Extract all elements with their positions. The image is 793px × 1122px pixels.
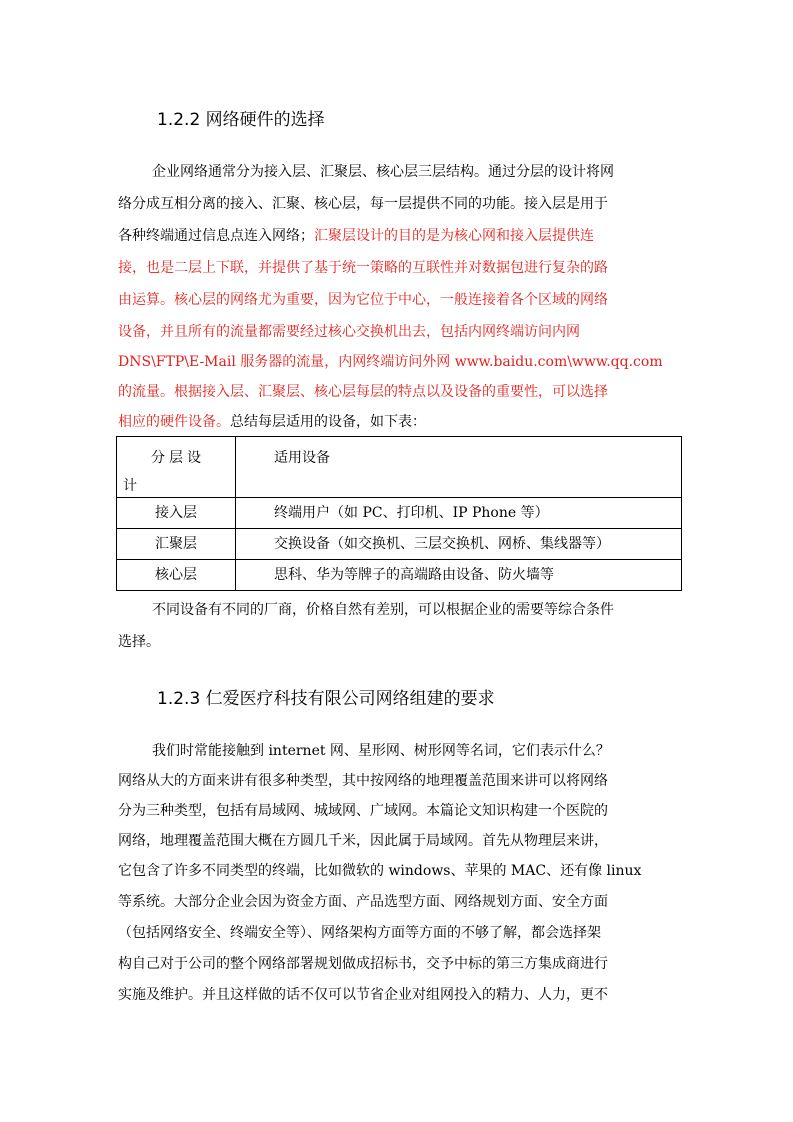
paragraph-text: 各种终端通过信息点连入网络；: [118, 228, 314, 244]
paragraph-line: 网络从大的方面来讲有很多种类型，其中按网络的地理覆盖范围来讲可以将网络: [118, 773, 608, 789]
paragraph-line: 实施及维护。并且这样做的话不仅可以节省企业对组网投入的精力、人力，更不: [118, 987, 608, 1003]
table-header-cell: [117, 437, 236, 498]
paragraph-line-mixed: [118, 412, 678, 432]
layer-cell: 接入层: [117, 498, 236, 529]
layer-cell: 汇聚层: [117, 529, 236, 560]
paragraph-line: 它包含了许多不同类型的终端，比如微软的 windows、苹果的 MAC、还有像 linux: [118, 863, 642, 879]
layer-cell: 核心层: [117, 560, 236, 591]
header-devices-label: 适用设备: [236, 437, 682, 498]
section-heading-1-2-2: 1.2.2 网络硬件的选择: [157, 110, 325, 130]
paragraph-line: 不同设备有不同的厂商，价格自然有差别，可以根据企业的需要等综合条件: [152, 602, 614, 618]
devices-cell: 思科、华为等牌子的高端路由设备、防火墙等: [236, 560, 682, 591]
paragraph-line: 等系统。大部分企业会因为资金方面、产品选型方面、网络规划方面、安全方面: [118, 894, 608, 910]
highlighted-line: 的流量。根据接入层、汇聚层、核心层每层的特点以及设备的重要性，可以选择: [118, 384, 608, 400]
paragraph-line: 选择。: [118, 634, 160, 650]
table-row: [117, 560, 682, 591]
header-layer-label: 分层设: [151, 450, 205, 466]
highlighted-text: 相应的硬件设备。: [118, 414, 230, 430]
paragraph-text: 总结每层适用的设备，如下表：: [230, 414, 426, 430]
highlighted-line: 接，也是二层上下联，并提供了基于统一策略的互联性并对数据包进行复杂的路: [118, 260, 608, 276]
table-header-row: [117, 437, 682, 498]
section-heading-1-2-3: 1.2.3 仁爱医疗科技有限公司网络组建的要求: [157, 689, 495, 709]
paragraph-line-mixed: [118, 226, 678, 246]
paragraph-line: 网络，地理覆盖范围大概在方圆几千米，因此属于局域网。首先从物理层来讲，: [118, 833, 608, 849]
paragraph-line: 企业网络通常分为接入层、汇聚层、核心层三层结构。通过分层的设计将网: [152, 164, 614, 180]
paragraph-line: 分为三种类型，包括有局域网、城域网、广域网。本篇论文知识构建一个医院的: [118, 803, 608, 819]
highlighted-text: 汇聚层设计的目的是为核心网和接入层提供连: [314, 228, 594, 244]
paragraph-line: 我们时常能接触到 internet 网、星形网、树形网等名词，它们表示什么？: [152, 743, 610, 759]
header-layer-label-wrap: 计: [123, 478, 137, 494]
layer-device-table: [116, 436, 682, 591]
table-row: [117, 529, 682, 560]
highlighted-line: 由运算。核心层的网络尤为重要，因为它位于中心，一般连接着各个区域的网络: [118, 292, 608, 308]
table-row: [117, 498, 682, 529]
paragraph-line: 络分成互相分离的接入、汇聚、核心层，每一层提供不同的功能。接入层是用于: [118, 196, 608, 212]
highlighted-line: 设备，并且所有的流量都需要经过核心交换机出去，包括内网终端访问内网: [118, 324, 580, 340]
paragraph-line: （包括网络安全、终端安全等）、网络架构方面等方面的不够了解，都会选择架: [118, 925, 601, 941]
devices-cell: 交换设备（如交换机、三层交换机、网桥、集线器等）: [236, 529, 682, 560]
highlighted-line: DNS\FTP\E-Mail 服务器的流量，内网终端访问外网 www.baidu.com\www.qq.com: [118, 354, 663, 370]
paragraph-line: 构自己对于公司的整个网络部署规划做成招标书，交予中标的第三方集成商进行: [118, 956, 608, 972]
devices-cell: 终端用户（如 PC、打印机、IP Phone 等）: [236, 498, 682, 529]
